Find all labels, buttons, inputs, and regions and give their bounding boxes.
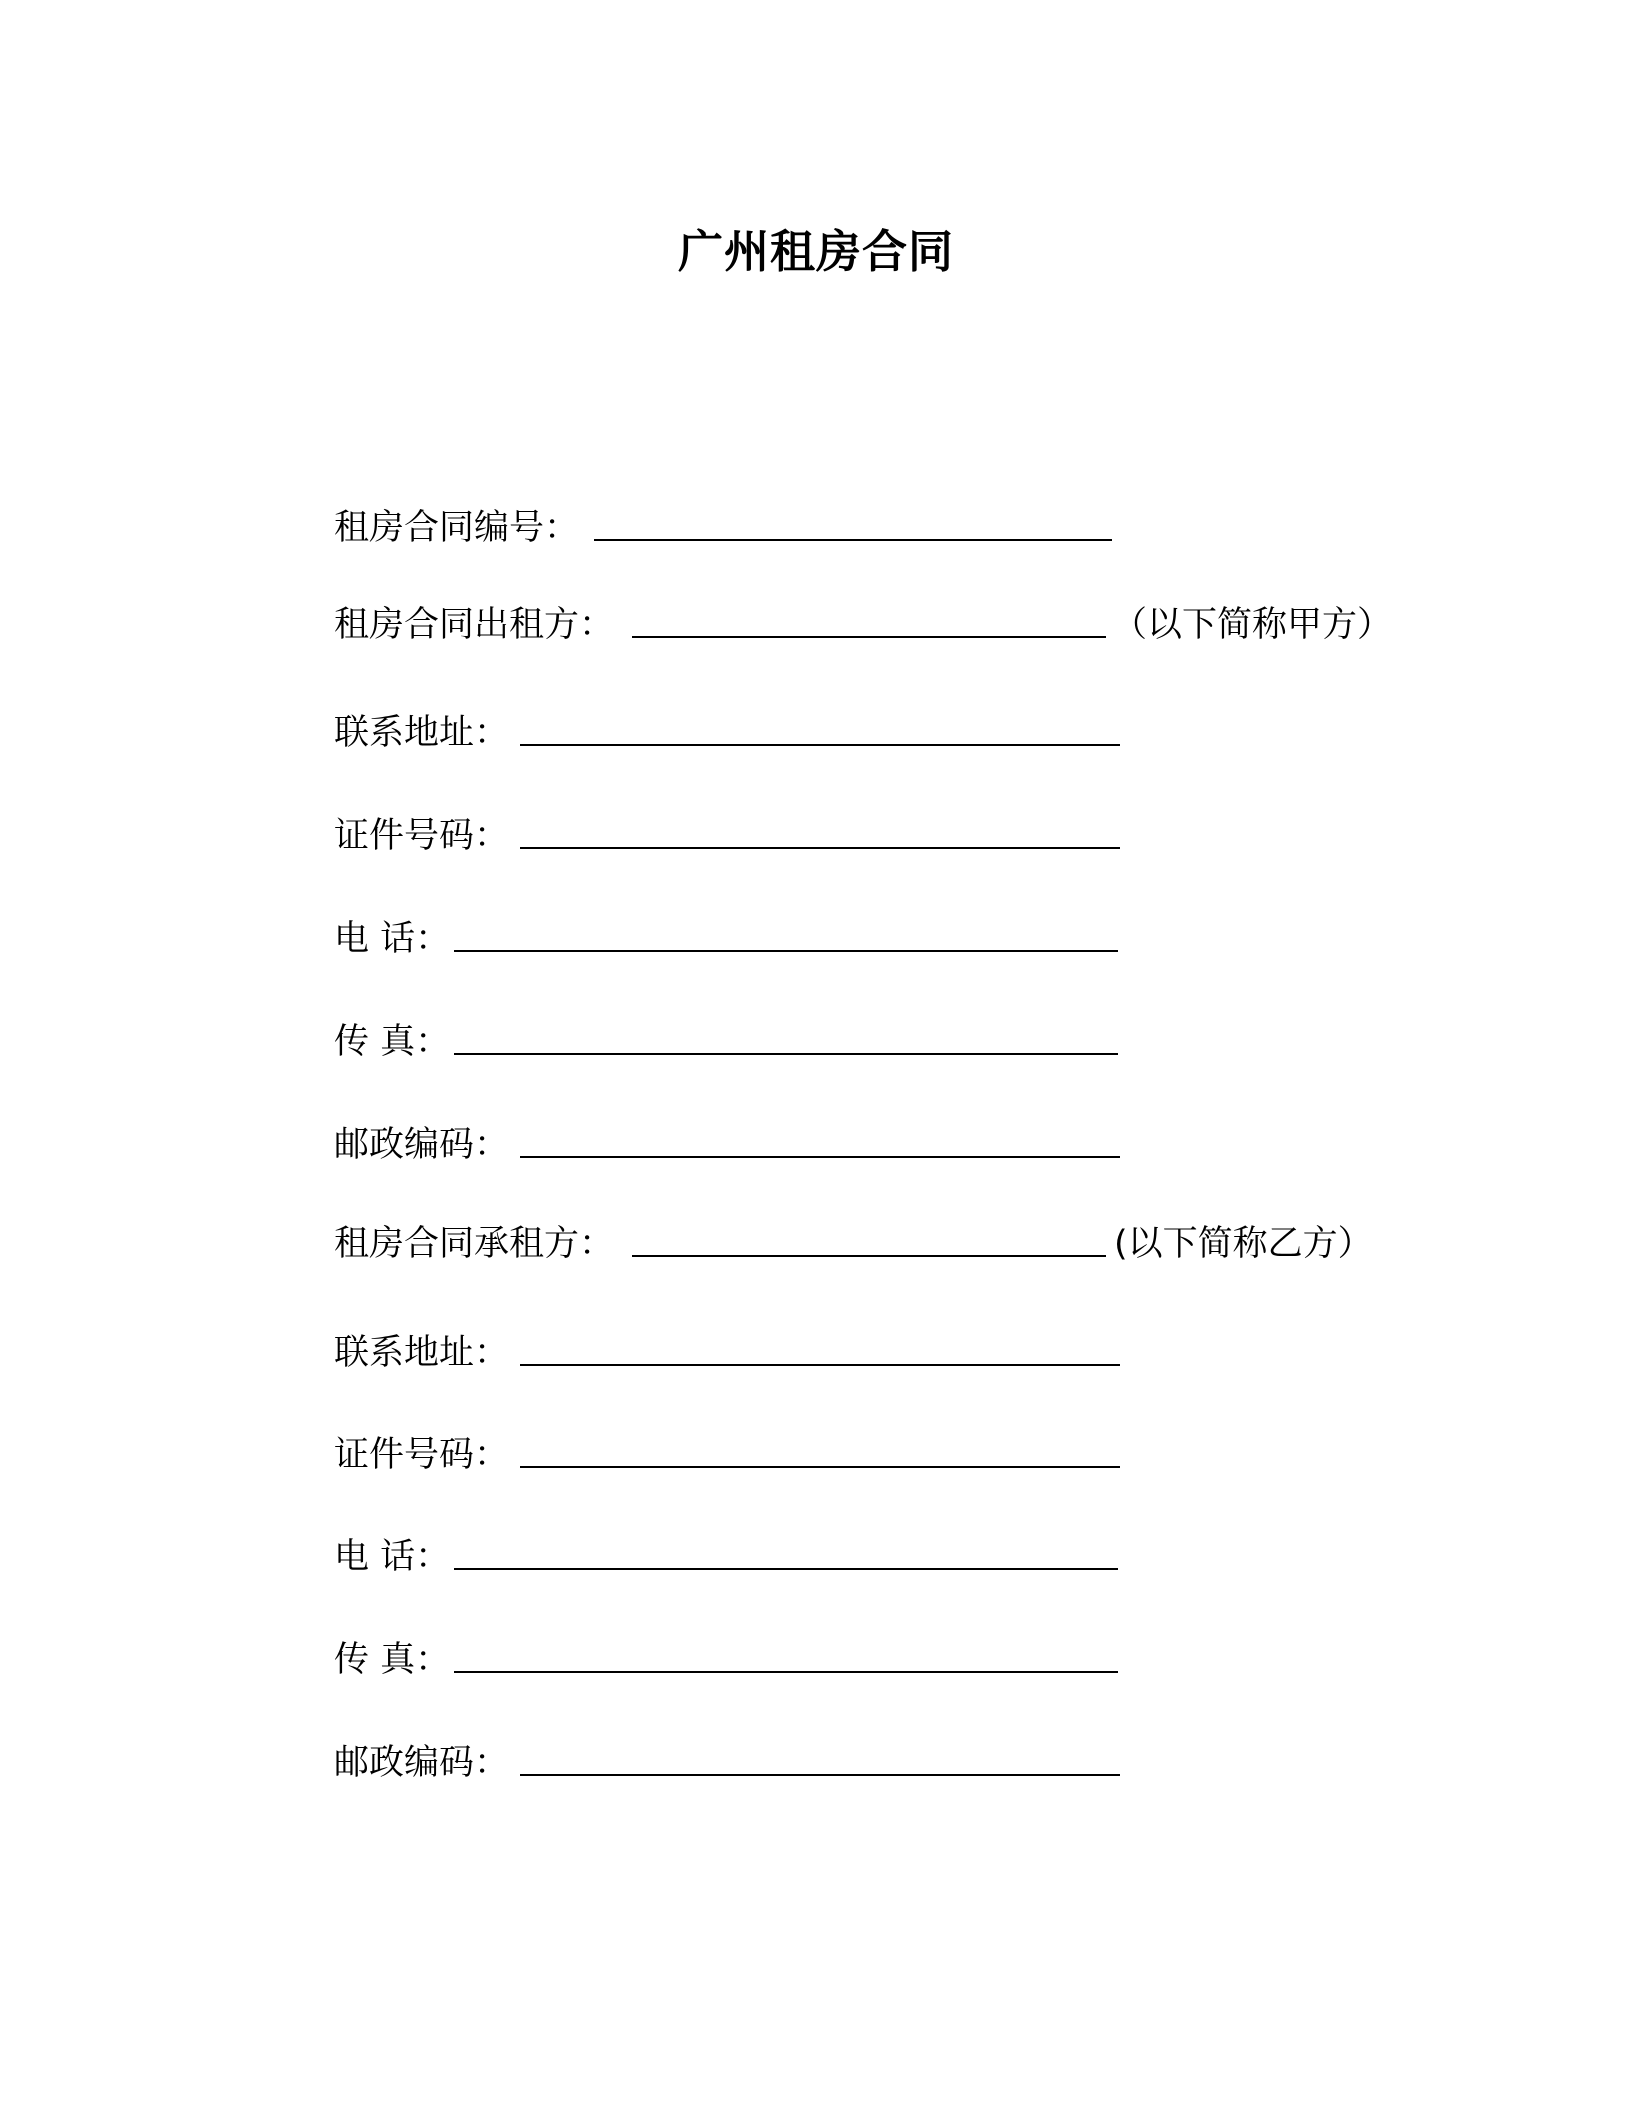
page-title: 广州租房合同 — [677, 225, 954, 278]
field-contract-number — [334, 503, 1154, 553]
contract-number-blank[interactable] — [594, 539, 1112, 541]
field-label: 租房合同编号： — [334, 508, 580, 548]
postal-code-b-blank[interactable] — [520, 1774, 1120, 1776]
field-fax-a — [334, 1017, 1154, 1067]
field-label: 电 话： — [334, 1537, 451, 1577]
field-address-b — [334, 1328, 1154, 1378]
id-number-b-blank[interactable] — [520, 1466, 1120, 1468]
field-label: 传 真： — [334, 1640, 451, 1680]
field-label: 证件号码： — [334, 816, 510, 856]
field-phone-b — [334, 1532, 1154, 1582]
address-b-blank[interactable] — [520, 1364, 1120, 1366]
fax-a-blank[interactable] — [454, 1053, 1118, 1055]
field-label: 邮政编码： — [334, 1743, 510, 1783]
lessor-suffix: （以下简称甲方） — [1112, 605, 1393, 645]
field-lessor — [334, 600, 1394, 650]
field-label: 邮政编码： — [334, 1125, 510, 1165]
id-number-a-blank[interactable] — [520, 847, 1120, 849]
field-label: 证件号码： — [334, 1435, 510, 1475]
field-id-number-b — [334, 1430, 1154, 1480]
fax-b-blank[interactable] — [454, 1671, 1118, 1673]
field-postal-code-b — [334, 1738, 1154, 1788]
address-a-blank[interactable] — [520, 744, 1120, 746]
field-label: 传 真： — [334, 1022, 451, 1062]
field-id-number-a — [334, 811, 1154, 861]
field-phone-a — [334, 914, 1154, 964]
phone-b-blank[interactable] — [454, 1568, 1118, 1570]
field-fax-b — [334, 1635, 1154, 1685]
field-label: 租房合同承租方： — [334, 1224, 615, 1264]
field-label: 联系地址： — [334, 1333, 510, 1373]
lessee-blank[interactable] — [632, 1255, 1106, 1257]
field-postal-code-a — [334, 1120, 1154, 1170]
lessee-suffix: (以下简称乙方） — [1114, 1224, 1373, 1264]
lessor-blank[interactable] — [632, 636, 1106, 638]
field-label: 租房合同出租方： — [334, 605, 615, 645]
field-lessee — [334, 1219, 1394, 1269]
field-address-a — [334, 708, 1154, 758]
postal-code-a-blank[interactable] — [520, 1156, 1120, 1158]
field-label: 联系地址： — [334, 713, 510, 753]
field-label: 电 话： — [334, 919, 451, 959]
phone-a-blank[interactable] — [454, 950, 1118, 952]
